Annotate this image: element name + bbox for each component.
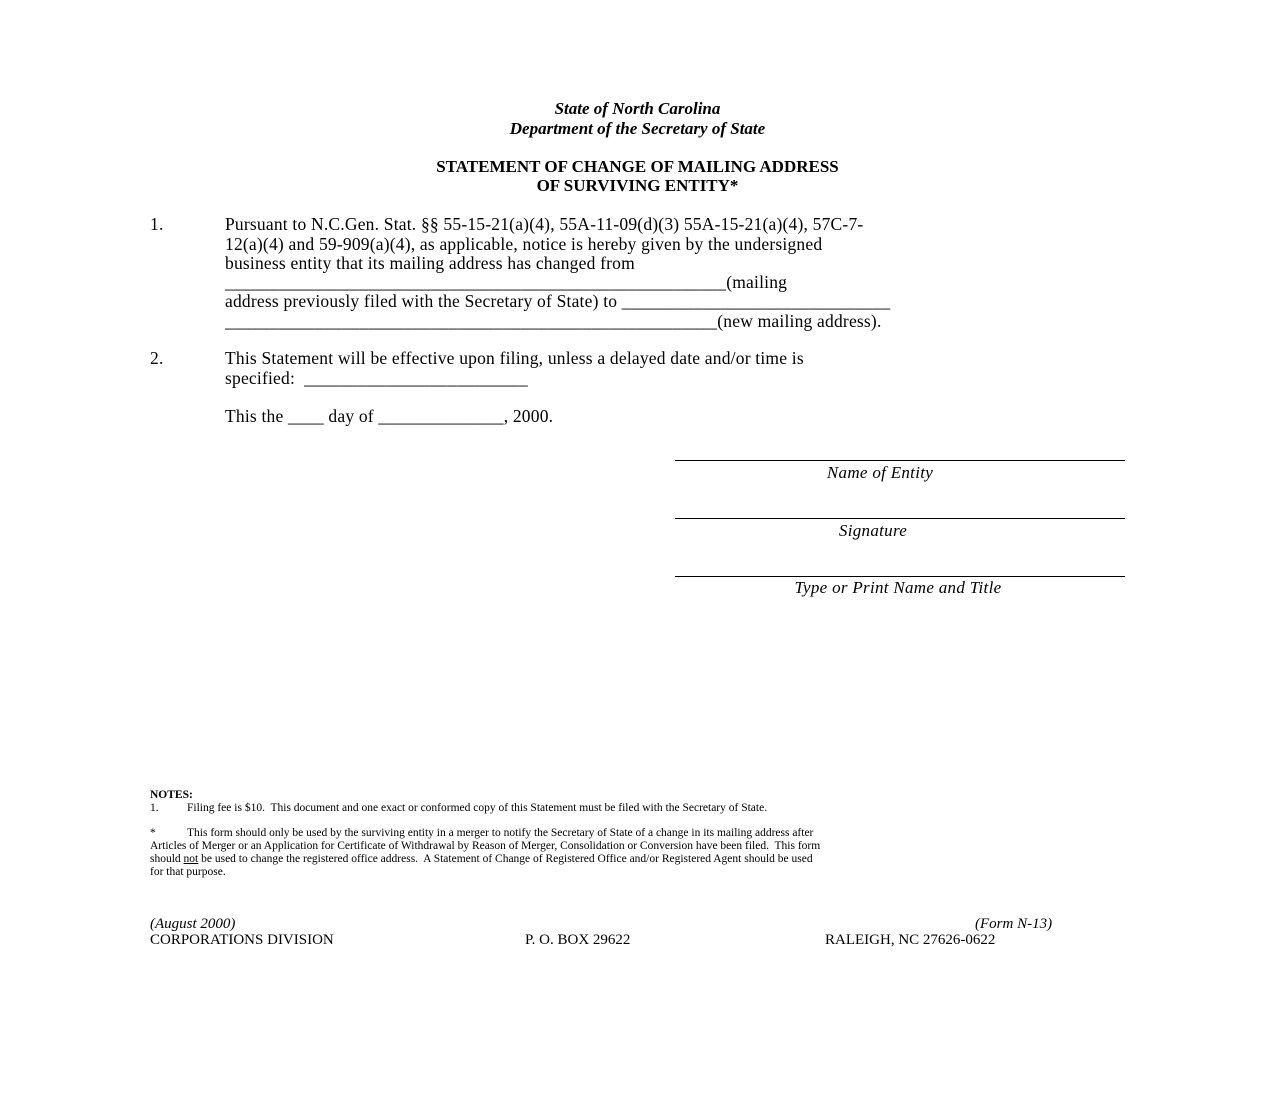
previous-address-blank[interactable]: ________________________________________________________(mailing xyxy=(225,272,788,292)
item-1-line[interactable]: address previously filed with the Secretary of State) to ______________________________ xyxy=(225,291,891,311)
name-title-label: Type or Print Name and Title xyxy=(794,578,1002,597)
name-title-line[interactable] xyxy=(675,576,1125,577)
footer-po-box: P. O. BOX 29622 xyxy=(525,932,631,948)
note-1-number: 1. xyxy=(150,802,159,814)
note-star-line xyxy=(150,853,813,865)
item-1-line: Pursuant to N.C.Gen. Stat. §§ 55-15-21(a)(4), 55A-11-09(d)(3) 55A-15-21(a)(4), 57C-7- xyxy=(225,214,864,234)
note-star-line-pre: should xyxy=(150,853,184,865)
note-star-mark: * xyxy=(150,827,156,839)
signature-label: Signature xyxy=(838,521,908,540)
note-1-text: Filing fee is $10. This document and one exact or conformed copy of this Statement must be filed with the Secretary of State. xyxy=(187,802,768,814)
note-not-emphasis: not xyxy=(183,853,199,865)
effective-date-blank[interactable]: specified: _________________________ xyxy=(225,368,528,388)
footer-date: (August 2000) xyxy=(150,916,236,932)
form-title-line1: STATEMENT OF CHANGE OF MAILING ADDRESS xyxy=(436,157,839,176)
form-title-line2: OF SURVIVING ENTITY* xyxy=(536,176,739,195)
department-heading: Department of the Secretary of State xyxy=(509,119,766,138)
item-1-number: 1. xyxy=(150,214,164,234)
date-line[interactable]: This the ____ day of ______________, 2000. xyxy=(225,406,554,426)
notes-heading: NOTES: xyxy=(150,789,193,801)
signature-line[interactable] xyxy=(675,518,1125,519)
footer-division: CORPORATIONS DIVISION xyxy=(150,932,334,948)
footer-form-number: (Form N-13) xyxy=(975,916,1053,932)
entity-name-label: Name of Entity xyxy=(826,463,934,482)
item-2-line: This Statement will be effective upon filing, unless a delayed date and/or time is xyxy=(225,348,804,368)
note-star-line: for that purpose. xyxy=(150,866,226,878)
note-star-line: This form should only be used by the surviving entity in a merger to notify the Secretary of State of a change in its mailing address after xyxy=(187,827,814,839)
state-heading: State of North Carolina xyxy=(554,99,721,118)
item-1-line: business entity that its mailing address has changed from xyxy=(225,253,635,273)
entity-name-line[interactable] xyxy=(675,460,1125,461)
note-star-line: Articles of Merger or an Application for Certificate of Withdrawal by Reason of Merger, Consolidation or Conversion have been filed. This form xyxy=(150,840,821,852)
new-address-blank[interactable]: _______________________________________________________(new mailing address). xyxy=(225,311,882,331)
item-2-number: 2. xyxy=(150,348,164,368)
footer-city: RALEIGH, NC 27626-0622 xyxy=(825,932,996,948)
item-1-line: 12(a)(4) and 59-909(a)(4), as applicable, notice is hereby given by the undersigned xyxy=(225,234,823,254)
note-star-line-post: be used to change the registered office address. A Statement of Change of Registered Office and/or Registered Agent should be used xyxy=(198,853,813,865)
